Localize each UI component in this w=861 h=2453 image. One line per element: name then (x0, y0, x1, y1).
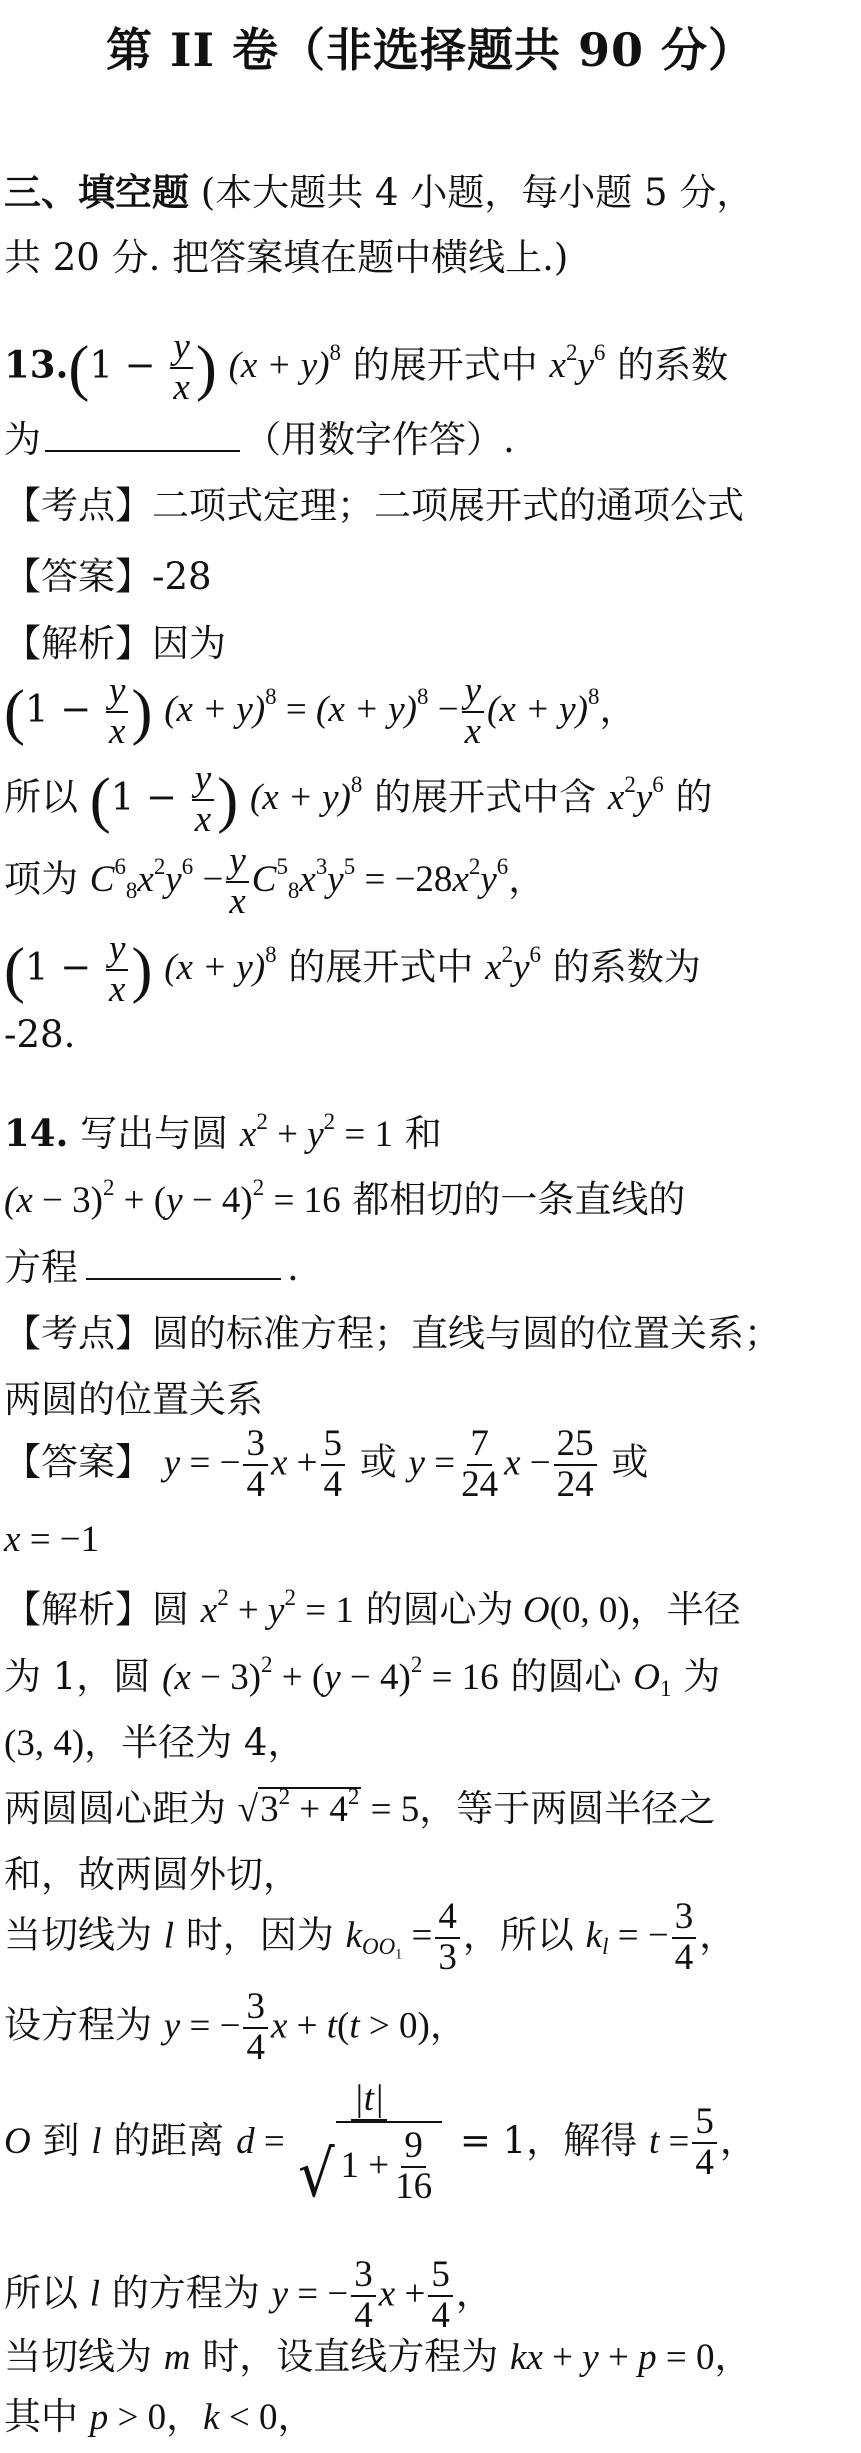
q14-l9a: 所以 (4, 2271, 78, 2315)
q14-kaodian-1: 圆的标准方程；直线与圆的位置关系； (152, 1312, 781, 1355)
q14-l4a: 两圆圆心距为 (4, 1787, 226, 1830)
q13-kaodian (4, 484, 856, 528)
q14-kaodian-line1 (4, 1312, 856, 1356)
q14-solution-line7: 设方程为 y = − $\frac{3}{4}$ x + t(t > 0)， (4, 1986, 467, 2068)
q14-l2a: 为 1，圆 (4, 1655, 151, 1698)
q14-solution-line10: 当切线为 m 时，设直线方程为 kx + y + p = 0， (4, 2335, 752, 2378)
q13-kaodian-text: 二项式定理；二项展开式的通项公式 (152, 484, 744, 527)
q13-answer-tag: 【答案】 (4, 555, 152, 598)
q14-l2b: 的圆心 (510, 1655, 622, 1698)
q14-l6a: 当切线为 (4, 1913, 152, 1957)
section-heading: 三、填空题 (4, 170, 189, 214)
q14-l8c: ，解得 (526, 2118, 638, 2162)
q14-text-d: 方程 (4, 1246, 78, 1289)
q14-stem-line1: 14. 写出与圆 $x^2 + y^2 = 1$ 和 (4, 1108, 442, 1155)
q14-answer-tag: 【答案】 (4, 1440, 152, 1484)
q14-l4b: ，等于两圆半径之 (419, 1787, 716, 1830)
q14-l6b: 时，因为 (185, 1913, 334, 1957)
q13-jiexi-3c: 的 (675, 775, 713, 819)
q14-l9b: 的方程为 (111, 2271, 260, 2315)
q13-answer-value: -28 (152, 555, 212, 598)
q13-jiexi-5c: 的系数为 (552, 945, 701, 989)
q14-solution-line8: O 到 l 的距离 d = |t| √ 1 + $\frac{9}{16}$ = 1，解得 t = $\frac{5}{4}$ ， (4, 2078, 757, 2212)
section-description-1: (本大题共 4 小题，每小题 5 分， (200, 171, 754, 214)
q13-stem-line1: 13.(1 − $\frac{y}{x}$ ) $(x + y)^8$ 的展开式中 $x^2y^6$ 的系数 (4, 326, 729, 408)
q14-kaodian-line2 (4, 1378, 856, 1422)
q14-l6c: ，所以 (462, 1913, 574, 1957)
q13-jiexi-4a: 项为 (4, 857, 78, 901)
q14-solution-line2: 为 1，圆 $(x - 3)^2 + (y - 4)^2 = 16$ 的圆心 $O_1$ 为 (4, 1651, 721, 1701)
page-title: 第 II 卷（非选择题共 90 分） (105, 23, 756, 77)
q14-stem-line2: $(x - 3)^2 + (y - 4)^2 = 16$ 都相切的一条直线的 (4, 1174, 686, 1221)
q13-text-a: 的展开式中 (352, 343, 538, 387)
q14-answer-or-1: 或 (359, 1440, 397, 1484)
q13-text-c: 为 (4, 418, 41, 461)
q14-l1a: 圆 (152, 1588, 189, 1631)
q14-l10b: 时，设直线方程为 (202, 2335, 499, 2378)
q14-number: 14. (4, 1111, 69, 1155)
q14-text-c: 都相切的一条直线的 (352, 1178, 686, 1221)
q14-solution-line6: 当切线为 l 时，因为 $k_{OO_1}$ = $\frac{4}{3}$ ，所以 $k_l$ = − $\frac{3}{4}$ ， (4, 1896, 737, 1978)
q13-stem-line2 (4, 418, 856, 462)
q13-solution-line4: 项为 $C^6_8x^2y^6$ − $\frac{y}{x}$ $C^5_8x^3y^5 = -28x^2y^6$， (4, 840, 546, 922)
q14-solution-line3: (3, 4)，半径为 4， (4, 1721, 305, 1764)
q14-l5: 和，故两圆外切， (4, 1853, 300, 1896)
q13-jiexi-3a: 所以 (4, 775, 78, 819)
q14-solution-line5 (4, 1853, 856, 1897)
q14-l11a: 其中 (4, 2395, 78, 2438)
q14-l2c: 为 (683, 1655, 721, 1698)
q14-l1b: 的圆心为 (365, 1588, 514, 1631)
q13-jiexi-5b: 的展开式中 (288, 945, 474, 989)
q14-text-a: 写出与圆 (80, 1112, 229, 1155)
q14-answer-line1: 【答案】 y = − $\frac{3}{4}$ x + $\frac{5}{4}$ 或 y = $\frac{7}{24}$ x − $\frac{25}{24}$ 或 (4, 1423, 649, 1505)
q14-solution-line11: 其中 p > 0，k < 0， (4, 2395, 315, 2438)
q13-solution-line1 (4, 622, 856, 666)
q14-l7a: 设方程为 (4, 2003, 152, 2047)
q14-solution-line4: 两圆圆心距为 $√3^2 + 4^2 = 5$，等于两圆半径之 (4, 1783, 716, 1830)
q14-l1c: ，半径 (629, 1588, 741, 1631)
q14-l8a: 到 (42, 2118, 80, 2162)
q13-kaodian-tag: 【考点】 (4, 484, 152, 527)
q14-solution-line9: 所以 l 的方程为 y = − $\frac{3}{4}$ x + $\frac{5}{4}$ ， (4, 2254, 493, 2336)
q14-answer-line2: x = −1 (4, 1519, 100, 1560)
q14-stem-line3: 方程 . (4, 1246, 299, 1289)
q13-solution-line3: 所以 (1 − $\frac{y}{x}$ ) $(x + y)^8$ 的展开式中含 $x^2y^6$ 的 (4, 758, 713, 840)
q14-l10a: 当切线为 (4, 2335, 152, 2378)
q13-jiexi-tag: 【解析】 (4, 622, 152, 665)
q14-l3: ，半径为 4， (84, 1721, 305, 1764)
q13-solution-line2: (1 − $\frac{y}{x}$ ) $(x + y)^8 = (x + y)^8$ − $\frac{y}{x}$ $(x + y)^8$， (4, 670, 637, 752)
q13-number: 13. (4, 342, 69, 387)
q14-answer-or-2: 或 (611, 1440, 649, 1484)
q13-hint: （用数字作答）. (244, 418, 515, 461)
q14-text-b: 和 (404, 1112, 442, 1155)
q14-answer-blank (86, 1277, 281, 1280)
q14-l8b: 的距离 (113, 2118, 225, 2162)
q14-kaodian-tag: 【考点】 (4, 1312, 152, 1355)
section-description-2: 共 20 分. 把答案填在题中横线上.) (4, 236, 569, 279)
q13-jiexi-6: -28. (4, 1013, 76, 1056)
q14-solution-line1: 【解析】圆 $x^2 + y^2 = 1$ 的圆心为 O(0, 0)，半径 (4, 1584, 741, 1631)
q13-answer (4, 555, 856, 599)
q13-solution-line5: (1 − $\frac{y}{x}$ ) $(x + y)^8$ 的展开式中 $x^2y^6$ 的系数为 (4, 928, 701, 1010)
q13-text-b: 的系数 (617, 343, 729, 387)
q13-answer-blank (45, 449, 240, 452)
q13-solution-line6 (4, 1013, 856, 1057)
q13-jiexi-1: 因为 (152, 622, 226, 665)
section-heading-line2 (4, 236, 856, 280)
section-heading-line1 (4, 170, 856, 215)
q14-jiexi-tag: 【解析】 (4, 1588, 152, 1631)
q13-jiexi-3b: 的展开式中含 (374, 775, 597, 819)
q14-kaodian-2: 两圆的位置关系 (4, 1378, 263, 1421)
